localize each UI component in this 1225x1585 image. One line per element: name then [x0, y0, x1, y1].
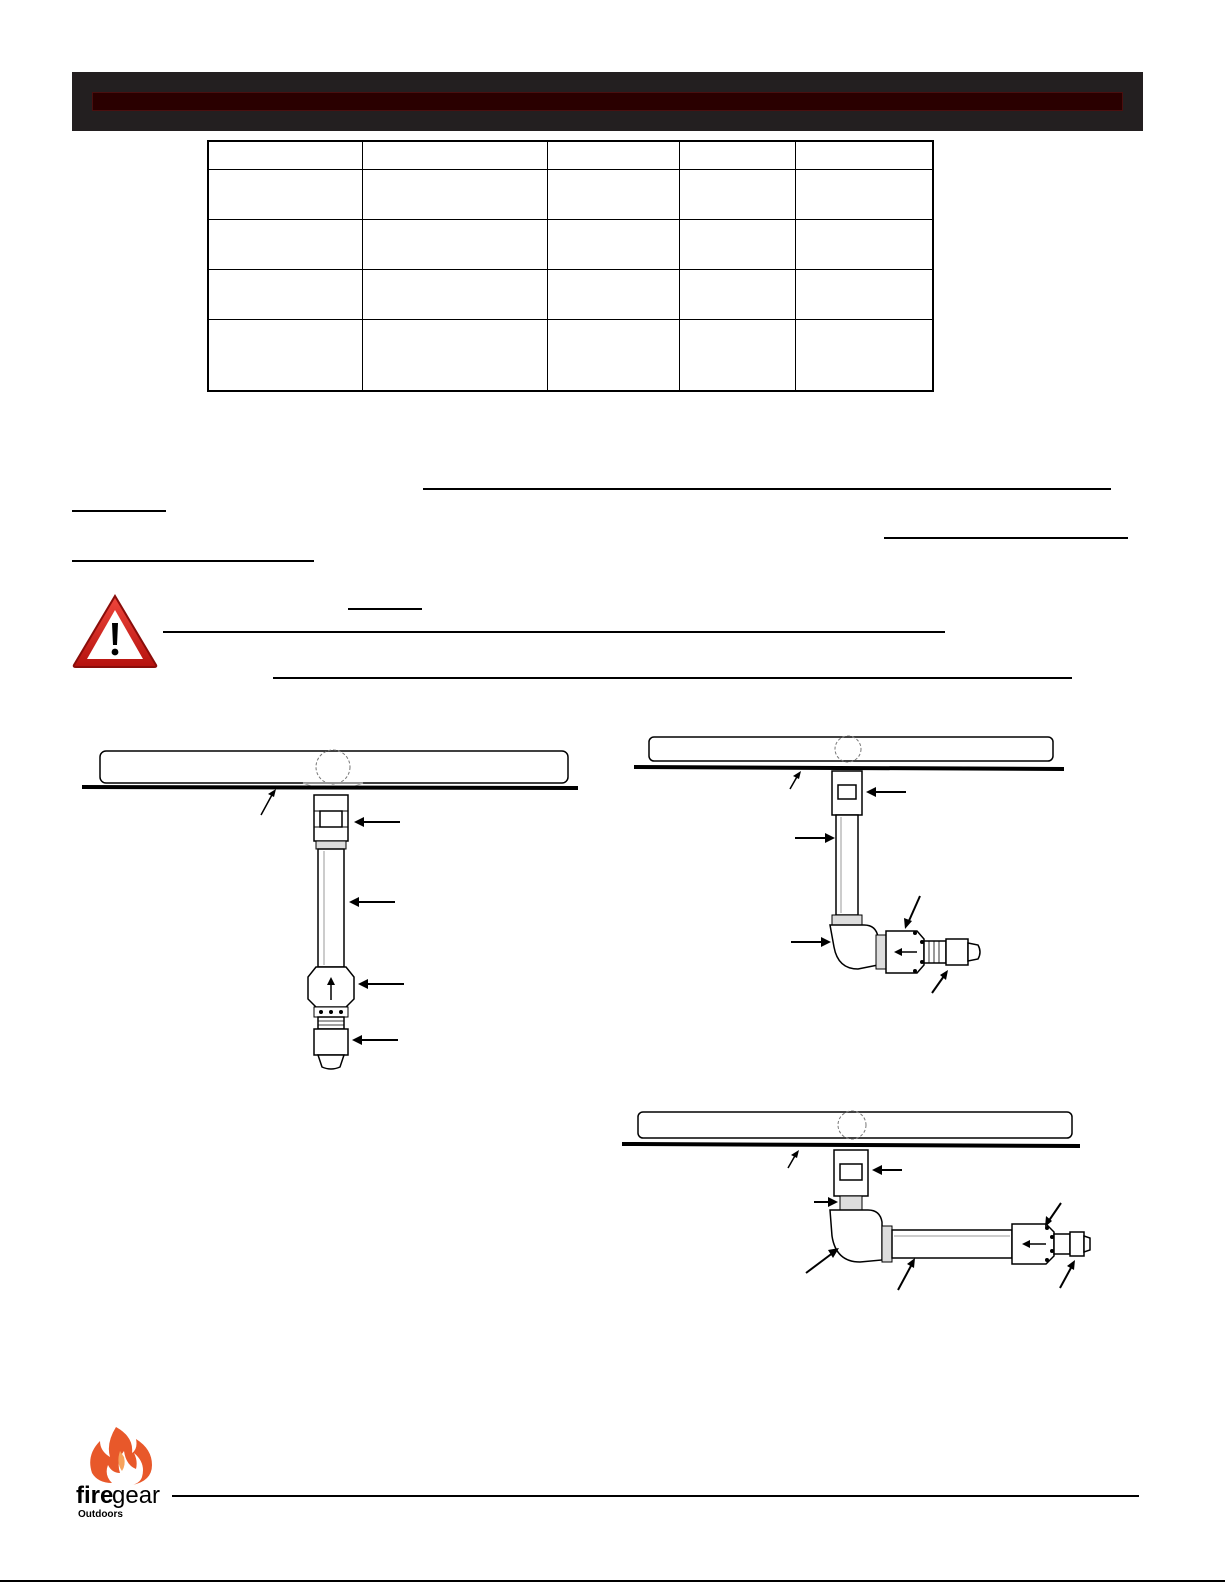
section-header-inner	[92, 92, 1123, 111]
table-cell	[548, 269, 680, 319]
elbow-fitting	[830, 1210, 882, 1262]
gas-pipe	[892, 1230, 1012, 1258]
table-cell	[680, 219, 796, 269]
table-row	[208, 169, 933, 219]
table-cell	[363, 219, 548, 269]
logo-brand-2: gear	[112, 1482, 161, 1509]
burner-pan	[100, 751, 568, 783]
underline-rule	[348, 608, 422, 610]
table-cell	[208, 141, 363, 169]
table-cell	[680, 141, 796, 169]
pointer-arrow	[806, 1252, 834, 1273]
elbow-fitting	[830, 925, 878, 969]
table-row	[208, 219, 933, 269]
table-cell	[548, 319, 680, 391]
table-cell	[363, 319, 548, 391]
table-cell	[548, 169, 680, 219]
underline-rule	[884, 537, 1128, 539]
table-row	[208, 141, 933, 169]
table-cell	[363, 169, 548, 219]
page-bottom-rule	[0, 1580, 1225, 1582]
warning-icon	[71, 593, 159, 669]
pointer-arrow	[1048, 1203, 1061, 1222]
underline-rule	[72, 560, 314, 562]
coupling-fitting	[832, 771, 862, 815]
underline-rule	[273, 677, 1072, 679]
burner-pan	[638, 1112, 1072, 1138]
flare-fitting	[1070, 1232, 1084, 1256]
coupling-fitting	[314, 795, 348, 841]
pointer-arrow	[898, 1264, 912, 1290]
pointer-arrow	[932, 976, 944, 993]
firegear-logo	[76, 1421, 166, 1521]
table-cell	[796, 169, 934, 219]
table-cell	[208, 219, 363, 269]
table-cell	[796, 269, 934, 319]
table-cell	[548, 219, 680, 269]
table-cell	[680, 269, 796, 319]
table-cell	[208, 169, 363, 219]
logo-brand: fire	[76, 1482, 114, 1509]
coupling-fitting	[834, 1150, 868, 1196]
pointer-arrow	[261, 793, 273, 815]
table-cell	[208, 269, 363, 319]
underline-rule	[72, 510, 166, 512]
table-cell	[796, 219, 934, 269]
underline-rule	[163, 631, 945, 633]
flare-fitting	[314, 1029, 348, 1055]
footer-rule	[172, 1495, 1139, 1497]
burner-pan	[649, 737, 1053, 761]
flare-fitting	[946, 939, 968, 965]
underline-rule	[423, 488, 1111, 490]
pointer-arrow	[908, 896, 920, 923]
spec-table	[207, 140, 934, 392]
panel-surface	[82, 787, 578, 788]
gas-pipe	[318, 849, 344, 967]
table-cell	[363, 269, 548, 319]
figure-extended-elbow-connection	[620, 1108, 1090, 1293]
panel-surface	[622, 1144, 1080, 1146]
table-cell	[548, 141, 680, 169]
table-row	[208, 269, 933, 319]
table-row	[208, 319, 933, 391]
table-cell	[680, 319, 796, 391]
gas-pipe	[836, 815, 858, 915]
table-cell	[680, 169, 796, 219]
logo-tagline: Outdoors	[78, 1509, 123, 1520]
table-cell	[363, 141, 548, 169]
pointer-arrow	[1060, 1266, 1072, 1288]
section-header-bar	[72, 72, 1143, 131]
figure-straight-connection	[78, 745, 588, 1080]
panel-surface	[634, 767, 1064, 769]
figure-elbow-connection	[632, 733, 1072, 998]
table-cell	[208, 319, 363, 391]
table-cell	[796, 319, 934, 391]
table-cell	[796, 141, 934, 169]
